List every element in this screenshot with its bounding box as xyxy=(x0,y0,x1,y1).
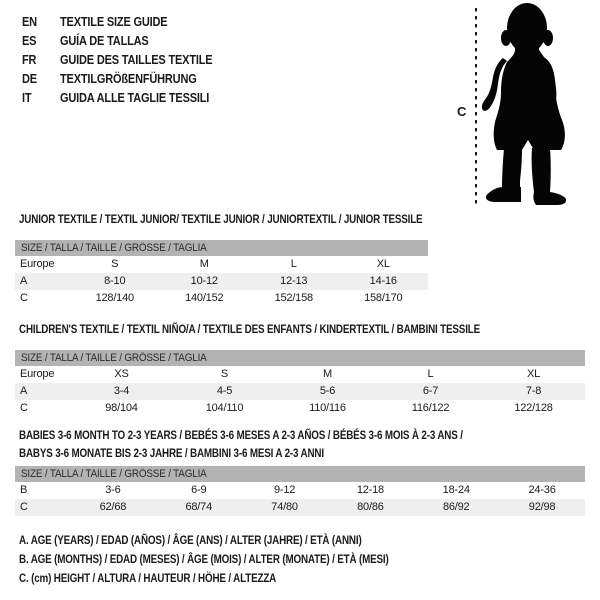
baby-silhouette-icon xyxy=(450,0,600,212)
language-text: TEXTILE SIZE GUIDE xyxy=(60,15,168,29)
figure-measure-label: C xyxy=(457,104,467,119)
table-row xyxy=(15,383,585,400)
footnote-line xyxy=(19,531,470,550)
table-row xyxy=(15,482,585,499)
cell-value: S xyxy=(220,368,229,380)
language-row xyxy=(22,70,233,89)
table-title xyxy=(15,210,428,228)
table-title-text: CHILDREN'S TEXTILE / TEXTIL NIÑO/A / TEXTILE DES ENFANTS / KINDERTEXTIL / BAMBINI TESSILE xyxy=(19,322,481,336)
cell-value: 80/86 xyxy=(357,501,384,513)
cell-value: 3-4 xyxy=(113,385,130,397)
table-title-text: JUNIOR TEXTILE / TEXTIL JUNIOR/ TEXTILE JUNIOR / JUNIORTEXTIL / JUNIOR TESSILE xyxy=(19,212,423,226)
cell-value: 24-36 xyxy=(528,484,556,496)
cell-value: XL xyxy=(376,258,390,270)
cell-value: 92/98 xyxy=(528,501,556,513)
cell-value: L xyxy=(427,368,434,380)
cell-value: L xyxy=(290,258,297,270)
table-title-group xyxy=(15,426,585,462)
row-label: A xyxy=(20,275,28,287)
language-code: ES xyxy=(22,34,37,48)
table-row xyxy=(15,290,428,307)
cell-value: 18-24 xyxy=(442,484,470,496)
table-row xyxy=(15,499,585,516)
footnote-line xyxy=(19,569,470,588)
table-header-text: SIZE / TALLA / TAILLE / GRÖSSE / TAGLIA xyxy=(21,242,207,254)
cell-value: 122/128 xyxy=(514,402,553,414)
language-code: EN xyxy=(22,15,37,29)
size-table-children xyxy=(15,320,585,417)
cell-value: 152/158 xyxy=(274,292,313,304)
cell-value: 9-12 xyxy=(273,484,296,496)
language-text: GUIDE DES TAILLES TEXTILE xyxy=(60,53,213,67)
table-title xyxy=(15,320,585,338)
row-label: C xyxy=(20,501,28,513)
cell-value: 140/152 xyxy=(185,292,224,304)
table-row xyxy=(15,273,428,290)
table-title-text: BABIES 3-6 MONTH TO 2-3 YEARS / BEBÉS 3-6 MESES A 2-3 AÑOS / BÉBÉS 3-6 MOIS À 2-3 ANS / xyxy=(19,428,463,442)
row-label: B xyxy=(20,484,28,496)
cell-value: 10-12 xyxy=(190,275,218,287)
language-row xyxy=(22,89,233,108)
cell-value: 86/92 xyxy=(442,501,470,513)
cell-value: 110/116 xyxy=(309,402,346,414)
cell-value: 4-5 xyxy=(216,385,233,397)
table-header-text: SIZE / TALLA / TAILLE / GRÖSSE / TAGLIA xyxy=(21,352,207,364)
cell-value: 98/104 xyxy=(105,402,138,414)
table-row xyxy=(15,400,585,417)
table-row xyxy=(15,256,428,273)
cell-value: M xyxy=(199,258,209,270)
row-label: A xyxy=(20,385,28,397)
cell-value: 12-18 xyxy=(356,484,384,496)
language-row xyxy=(22,32,233,51)
cell-value: 12-13 xyxy=(280,275,308,287)
row-label: Europe xyxy=(20,368,55,380)
footnote-line xyxy=(19,550,470,569)
language-text: TEXTILGRÖßENFÜHRUNG xyxy=(60,72,197,86)
cell-value: 5-6 xyxy=(319,385,336,397)
row-label: C xyxy=(20,292,28,304)
cell-value: 6-9 xyxy=(191,484,207,496)
cell-value: 116/122 xyxy=(411,402,450,414)
footnotes xyxy=(19,531,470,588)
table-title-group xyxy=(15,210,428,228)
table-title-group xyxy=(15,320,585,338)
table-row xyxy=(15,366,585,383)
table-title xyxy=(15,444,585,462)
language-text: GUÍA DE TALLAS xyxy=(60,34,149,48)
size-table-babies xyxy=(15,426,585,516)
cell-value: 6-7 xyxy=(422,385,439,397)
footnote-text: A. AGE (YEARS) / EDAD (AÑOS) / ÂGE (ANS) / ALTER (JAHRE) / ETÀ (ANNI) xyxy=(19,533,362,547)
footnote-text: C. (cm) HEIGHT / ALTURA / HAUTEUR / HÖHE / ALTEZZA xyxy=(19,571,277,585)
row-label: Europe xyxy=(20,258,55,270)
cell-value: S xyxy=(111,258,119,270)
language-text: GUIDA ALLE TAGLIE TESSILI xyxy=(60,91,210,105)
height-figure xyxy=(450,0,600,212)
baby-silhouette xyxy=(482,3,566,205)
cell-value: XS xyxy=(114,368,129,380)
table-title xyxy=(15,426,585,444)
cell-value: 158/170 xyxy=(364,292,403,304)
cell-value: 68/74 xyxy=(185,501,212,513)
size-table-junior xyxy=(15,210,428,307)
cell-value: M xyxy=(323,368,332,380)
table-title-text: BABYS 3-6 MONATE BIS 2-3 JAHRE / BAMBINI 3-6 MESI A 2-3 ANNI xyxy=(19,446,324,460)
cell-value: 14-16 xyxy=(369,275,397,287)
language-code: DE xyxy=(22,72,37,86)
cell-value: 74/80 xyxy=(271,501,298,513)
language-row xyxy=(22,13,233,32)
table-header-bar xyxy=(15,350,585,366)
cell-value: 62/68 xyxy=(99,501,127,513)
language-list xyxy=(22,13,233,108)
language-code: FR xyxy=(22,53,37,67)
language-row xyxy=(22,51,233,70)
table-header-bar xyxy=(15,466,585,482)
table-header-text: SIZE / TALLA / TAILLE / GRÖSSE / TAGLIA xyxy=(21,468,207,480)
cell-value: 8-10 xyxy=(104,275,126,287)
cell-value: XL xyxy=(526,368,541,380)
row-label: C xyxy=(20,402,28,414)
cell-value: 104/110 xyxy=(205,402,244,414)
cell-value: 3-6 xyxy=(105,484,121,496)
table-header-bar xyxy=(15,240,428,256)
cell-value: 128/140 xyxy=(95,292,134,304)
footnote-text: B. AGE (MONTHS) / EDAD (MESES) / ÂGE (MOIS) / ALTER (MONATE) / ETÀ (MESI) xyxy=(19,552,389,566)
cell-value: 7-8 xyxy=(525,385,542,397)
language-code: IT xyxy=(22,91,32,105)
